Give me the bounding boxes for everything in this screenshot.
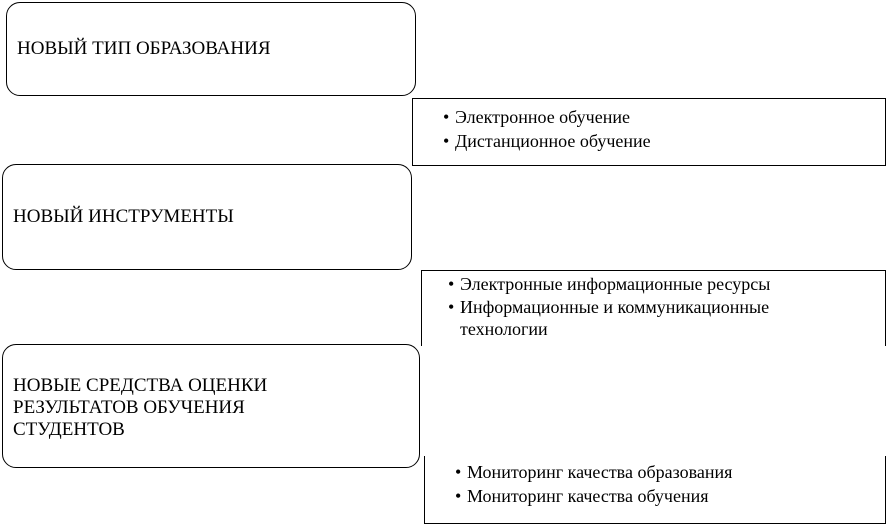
detail-box-education-type — [412, 98, 886, 166]
heading-new-education-type — [6, 2, 416, 96]
list-item — [444, 296, 840, 340]
detail-box-assessment — [424, 456, 886, 524]
list-item-text: Электронные информационные ресурсы — [460, 274, 771, 294]
list-item — [451, 484, 877, 508]
list-item — [439, 129, 877, 153]
bullet-icon: • — [443, 107, 450, 127]
detail-list — [444, 272, 877, 340]
heading-new-instruments — [2, 164, 412, 270]
heading-new-assessment-tools — [2, 344, 420, 468]
list-item — [451, 460, 877, 484]
heading-line: РЕЗУЛЬТАТОВ ОБУЧЕНИЯ — [13, 397, 245, 418]
heading-line: СТУДЕНТОВ — [13, 419, 125, 440]
heading-text: НОВЫЙ ТИП ОБРАЗОВАНИЯ — [17, 38, 271, 59]
list-item — [439, 105, 877, 129]
detail-box-instruments — [421, 270, 886, 346]
list-item-text: Мониторинг качества обучения — [467, 486, 709, 506]
list-item-text: Информационные и коммуникационные технологии — [460, 297, 770, 339]
bullet-icon: • — [448, 297, 455, 317]
heading-text: НОВЫЙ ИНСТРУМЕНТЫ — [13, 206, 234, 227]
bullet-icon: • — [455, 462, 462, 482]
detail-list — [439, 105, 877, 153]
list-item-text: Дистанционное обучение — [455, 131, 651, 151]
heading-text-block — [13, 375, 267, 441]
list-item — [444, 272, 877, 296]
bullet-icon: • — [455, 486, 462, 506]
list-item-text: Мониторинг качества образования — [467, 462, 733, 482]
bullet-icon: • — [443, 131, 450, 151]
detail-list — [451, 460, 877, 508]
list-item-text: Электронное обучение — [455, 107, 630, 127]
heading-line: НОВЫЕ СРЕДСТВА ОЦЕНКИ — [13, 375, 268, 396]
bullet-icon: • — [448, 274, 455, 294]
